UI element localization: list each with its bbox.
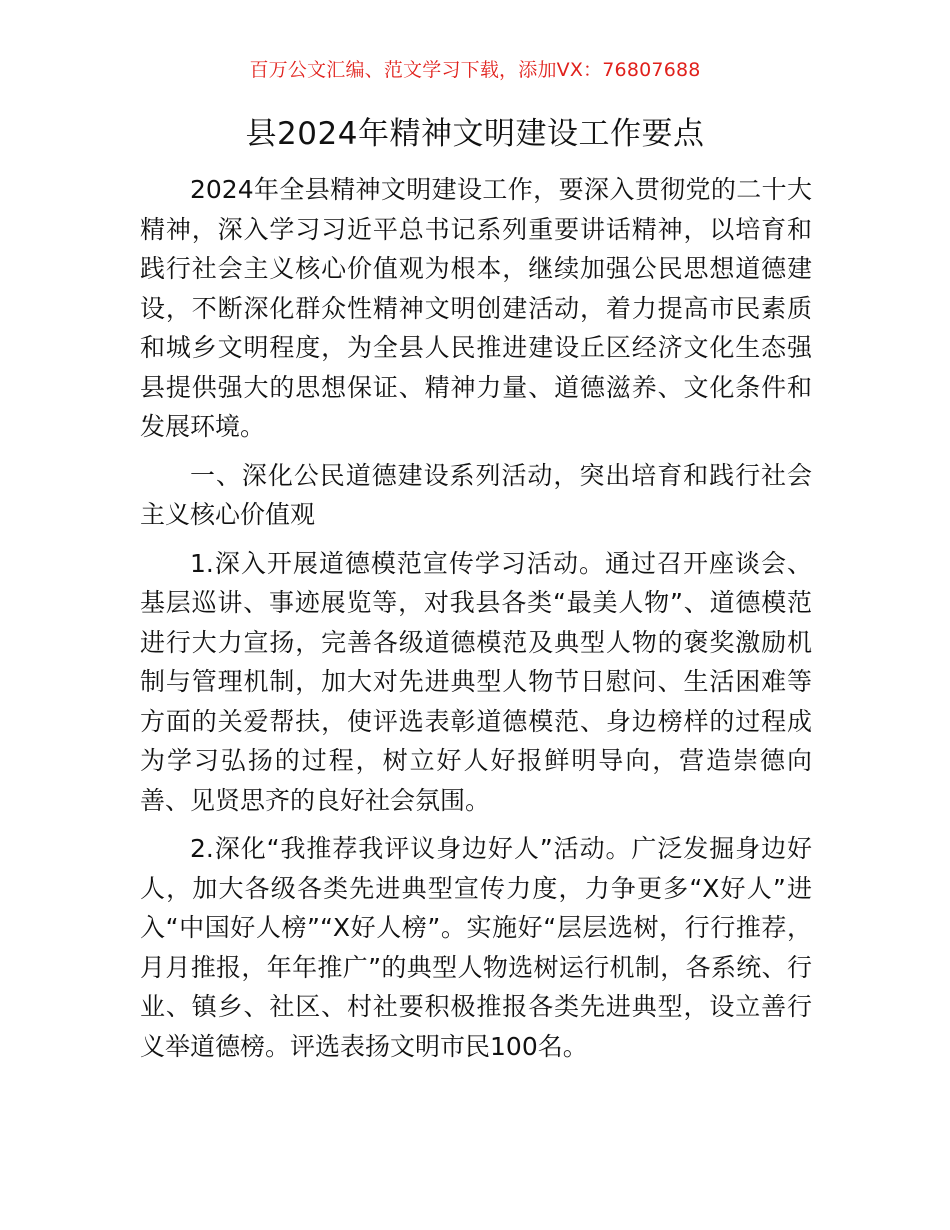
item-paragraph-1: 1.深入开展道德模范宣传学习活动。通过召开座谈会、基层巡讲、事迹展览等，对我县各类“最美人物”、道德模范进行大力宣扬，完善各级道德模范及典型人物的褒奖激励机制与管理机制，加大对先进典型人物节日慰问、生活困难等方面的关爱帮扶，使评选表彰道德模范、身边榜样的过程成为学习弘扬的过程，树立好人好报鲜明导向，营造崇德向善、见贤思齐的良好社会氛围。	[140, 548, 812, 815]
intro-paragraph: 2024年全县精神文明建设工作，要深入贯彻党的二十大精神，深入学习习近平总书记系列重要讲话精神，以培育和践行社会主义核心价值观为根本，继续加强公民思想道德建设，不断深化群众性精神文明创建活动，着力提高市民素质和城乡文明程度，为全县人民推进建设丘区经济文化生态强县提供强大的思想保证、精神力量、道德滋养、文化条件和发展环境。	[140, 175, 812, 441]
section-heading-1: 一、深化公民道德建设系列活动，突出培育和践行社会主义核心价值观	[140, 460, 812, 529]
header-note: 百万公文汇编、范文学习下载，添加VX：76807688	[249, 59, 701, 81]
item-paragraph-2: 2.深化“我推荐我评议身边好人”活动。广泛发掘身边好人，加大各级各类先进典型宣传力度，力争更多“X好人”进入“中国好人榜”“X好人榜”。实施好“层层选树，行行推荐，月月推报，年年推广”的典型人物选树运行机制，各系统、行业、镇乡、社区、村社要积极推报各类先进典型，设立善行义举道德榜。评选表扬文明市民100名。	[140, 834, 812, 1061]
document-title: 县2024年精神文明建设工作要点	[245, 116, 705, 152]
document-body	[140, 170, 812, 1066]
